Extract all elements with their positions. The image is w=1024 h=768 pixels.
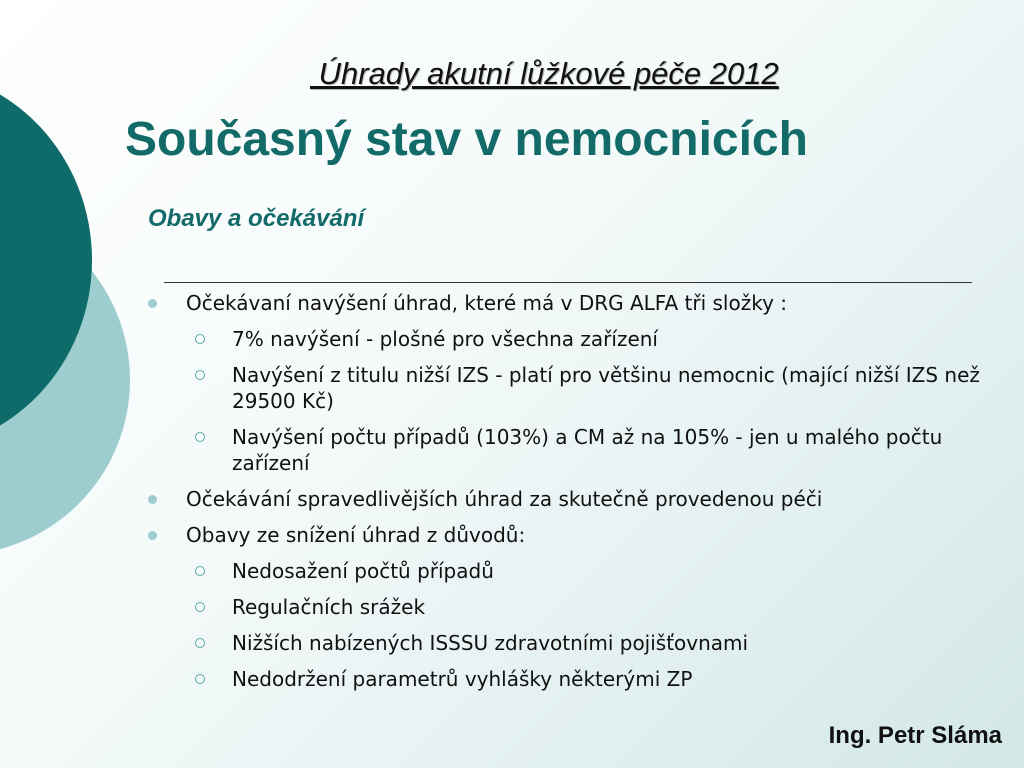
bullet-item (140, 290, 1020, 316)
hollow-bullet-icon (195, 674, 205, 684)
divider-line (164, 282, 972, 283)
bullet-text: Navýšení počtu případů (103%) a CM až na 105% - jen u malého počtu zařízení (232, 425, 943, 475)
hollow-bullet-icon (195, 602, 205, 612)
sub-bullet-item (140, 558, 1020, 584)
author-name: Ing. Petr Sláma (828, 722, 1002, 749)
bullet-text: Navýšení z titulu nižší IZS - platí pro většinu nemocnic (mající nižší IZS než 29500 Kč) (232, 363, 980, 413)
bullet-item (140, 486, 1020, 512)
bullet-text: 7% navýšení - plošné pro všechna zařízení (232, 327, 658, 351)
bullet-item (140, 522, 1020, 548)
sub-bullet-item (140, 424, 1020, 476)
slide-top-title: Úhrady akutní lůžkové péče 2012 (310, 56, 779, 91)
bullet-text: Nedosažení počtů případů (232, 559, 494, 583)
filled-bullet-icon (148, 299, 157, 308)
hollow-bullet-icon (195, 334, 205, 344)
bullet-text: Očekávaní navýšení úhrad, které má v DRG ALFA tři složky : (186, 291, 788, 315)
bullet-text: Nižších nabízených ISSSU zdravotními pojišťovnami (232, 631, 749, 655)
bullet-text: Nedodržení parametrů vyhlášky některými ZP (232, 667, 693, 691)
sub-bullet-item (140, 666, 1020, 692)
bullet-text: Očekávání spravedlivějších úhrad za skutečně provedenou péči (186, 487, 823, 511)
bullet-text: Obavy ze snížení úhrad z důvodů: (186, 523, 526, 547)
hollow-bullet-icon (195, 370, 205, 380)
hollow-bullet-icon (195, 566, 205, 576)
slide-subtitle: Obavy a očekávání (148, 205, 365, 232)
hollow-bullet-icon (195, 638, 205, 648)
sub-bullet-item (140, 594, 1020, 620)
sub-bullet-item (140, 326, 1020, 352)
sub-bullet-item (140, 630, 1020, 656)
slide-main-title: Současný stav v nemocnicích (125, 113, 808, 166)
filled-bullet-icon (148, 495, 157, 504)
bullet-list (140, 290, 1020, 702)
sub-bullet-item (140, 362, 1020, 414)
filled-bullet-icon (148, 531, 157, 540)
hollow-bullet-icon (195, 432, 205, 442)
bullet-text: Regulačních srážek (232, 595, 426, 619)
